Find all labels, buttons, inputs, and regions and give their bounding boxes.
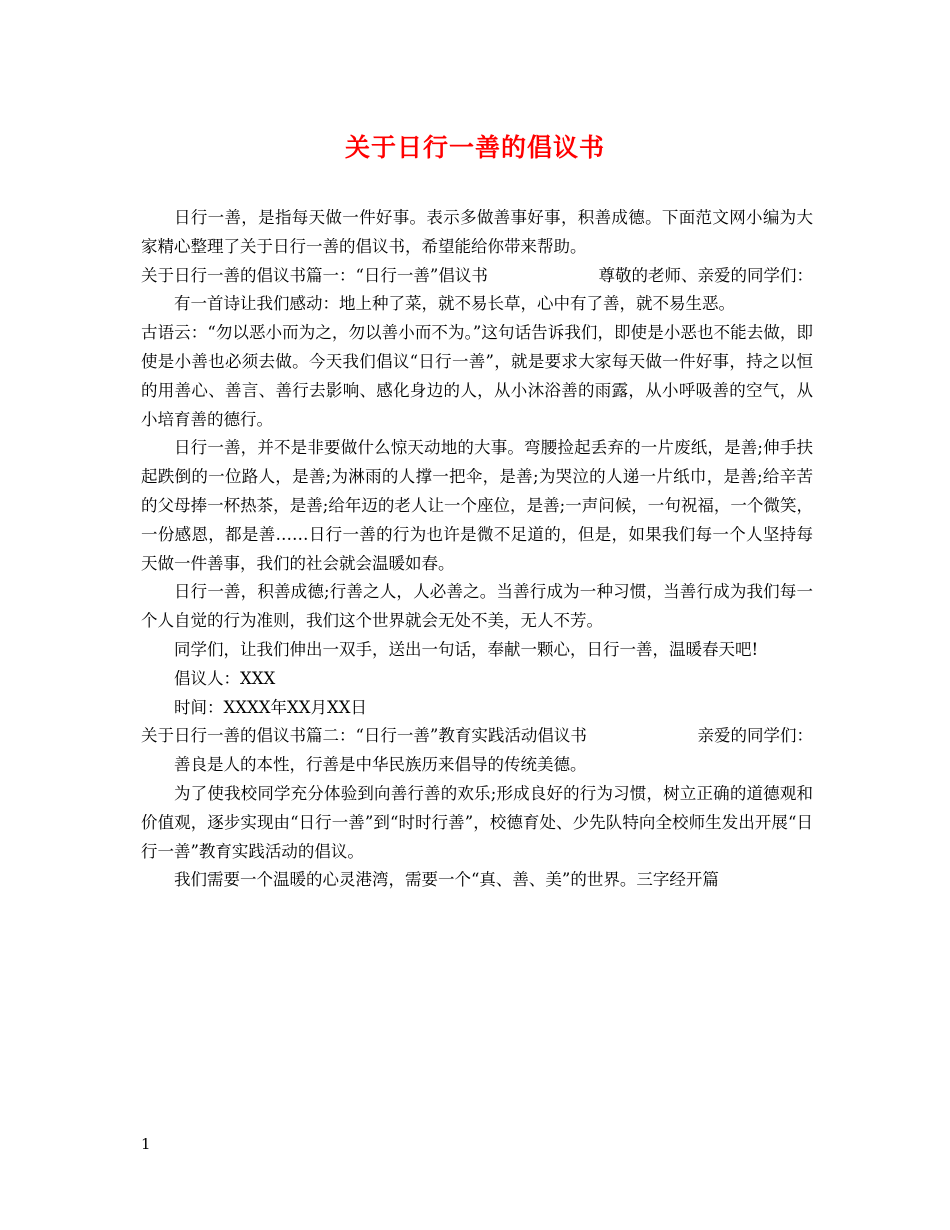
s1-paragraph-1-continued: 古语云：“勿以恶小而为之，勿以善小而不为。”这句话告诉我们，即使是小恶也不能去做，即使是小善也必须去做。今天我们倡议“日行一善”，就是要求大家每天做一件好事，持之以恒的用善心、善言、善行去影响、感化身边的人，从小沐浴善的雨露，从小呼吸善的空气，从小培育善的德行。: [141, 323, 813, 429]
section1-heading: 关于日行一善的倡议书篇一：“日行一善”倡议书: [141, 265, 488, 285]
section2-heading: 关于日行一善的倡议书篇二：“日行一善”教育实践活动倡议书: [141, 726, 587, 746]
s1-paragraph-1-first-line: 有一首诗让我们感动：地上种了菜，就不易长草，心中有了善，就不易生恶。: [174, 294, 735, 314]
page-number: 1: [141, 1135, 151, 1153]
document-title: 关于日行一善的倡议书: [344, 133, 605, 162]
s2-paragraph-1: 善良是人的本性，行善是中华民族历来倡导的传统美德。: [174, 755, 587, 775]
section1-salutation: 尊敬的老师、亲爱的同学们：: [598, 265, 813, 285]
intro-paragraph: 日行一善，是指每天做一件好事。表示多做善事好事，积善成德。下面范文网小编为大家精心整理了关于日行一善的倡议书，希望能给你带来帮助。: [141, 208, 813, 256]
s2-paragraph-3: 我们需要一个温暖的心灵港湾，需要一个“真、善、美”的世界。三字经开篇: [174, 870, 719, 890]
section2-salutation: 亲爱的同学们：: [697, 726, 813, 746]
document-body: [141, 204, 813, 895]
s1-paragraph-4: 同学们，让我们伸出一双手，送出一句话，奉献一颗心，日行一善，温暖春天吧!: [174, 639, 759, 659]
s1-paragraph-3: 日行一善，积善成德;行善之人，人必善之。当善行成为一种习惯，当善行成为我们每一个人自觉的行为准则，我们这个世界就会无处不美，无人不芳。: [141, 582, 813, 631]
section1-heading-line: [141, 262, 813, 291]
s1-paragraph-2: 日行一善，并不是非要做什么惊天动地的大事。弯腰捡起丢弃的一片废纸，是善;伸手扶起跌倒的一位路人，是善;为淋雨的人撑一把伞，是善;为哭泣的人递一片纸巾，是善;给辛苦的父母捧一杯热茶，是善;给年迈的老人让一个座位，是善;一声问候，一句祝福，一个微笑，一份感恩，都是善……日行一善的行为也许是微不足道的，但是，如果我们每一个人坚持每天做一件善事，我们的社会就会温暖如春。: [141, 438, 813, 573]
s2-paragraph-2: 为了使我校同学充分体验到向善行善的欢乐;形成良好的行为习惯，树立正确的道德观和价值观，逐步实现由“日行一善”到“时时行善”，校德育处、少先队特向全校师生发出开展“日行一善”教育实践活动的倡议。: [141, 783, 813, 861]
s1-signer: 倡议人：XXX: [174, 668, 276, 688]
s1-date: 时间：XXXX年XX月XX日: [174, 697, 367, 717]
section2-heading-line: [141, 722, 813, 751]
